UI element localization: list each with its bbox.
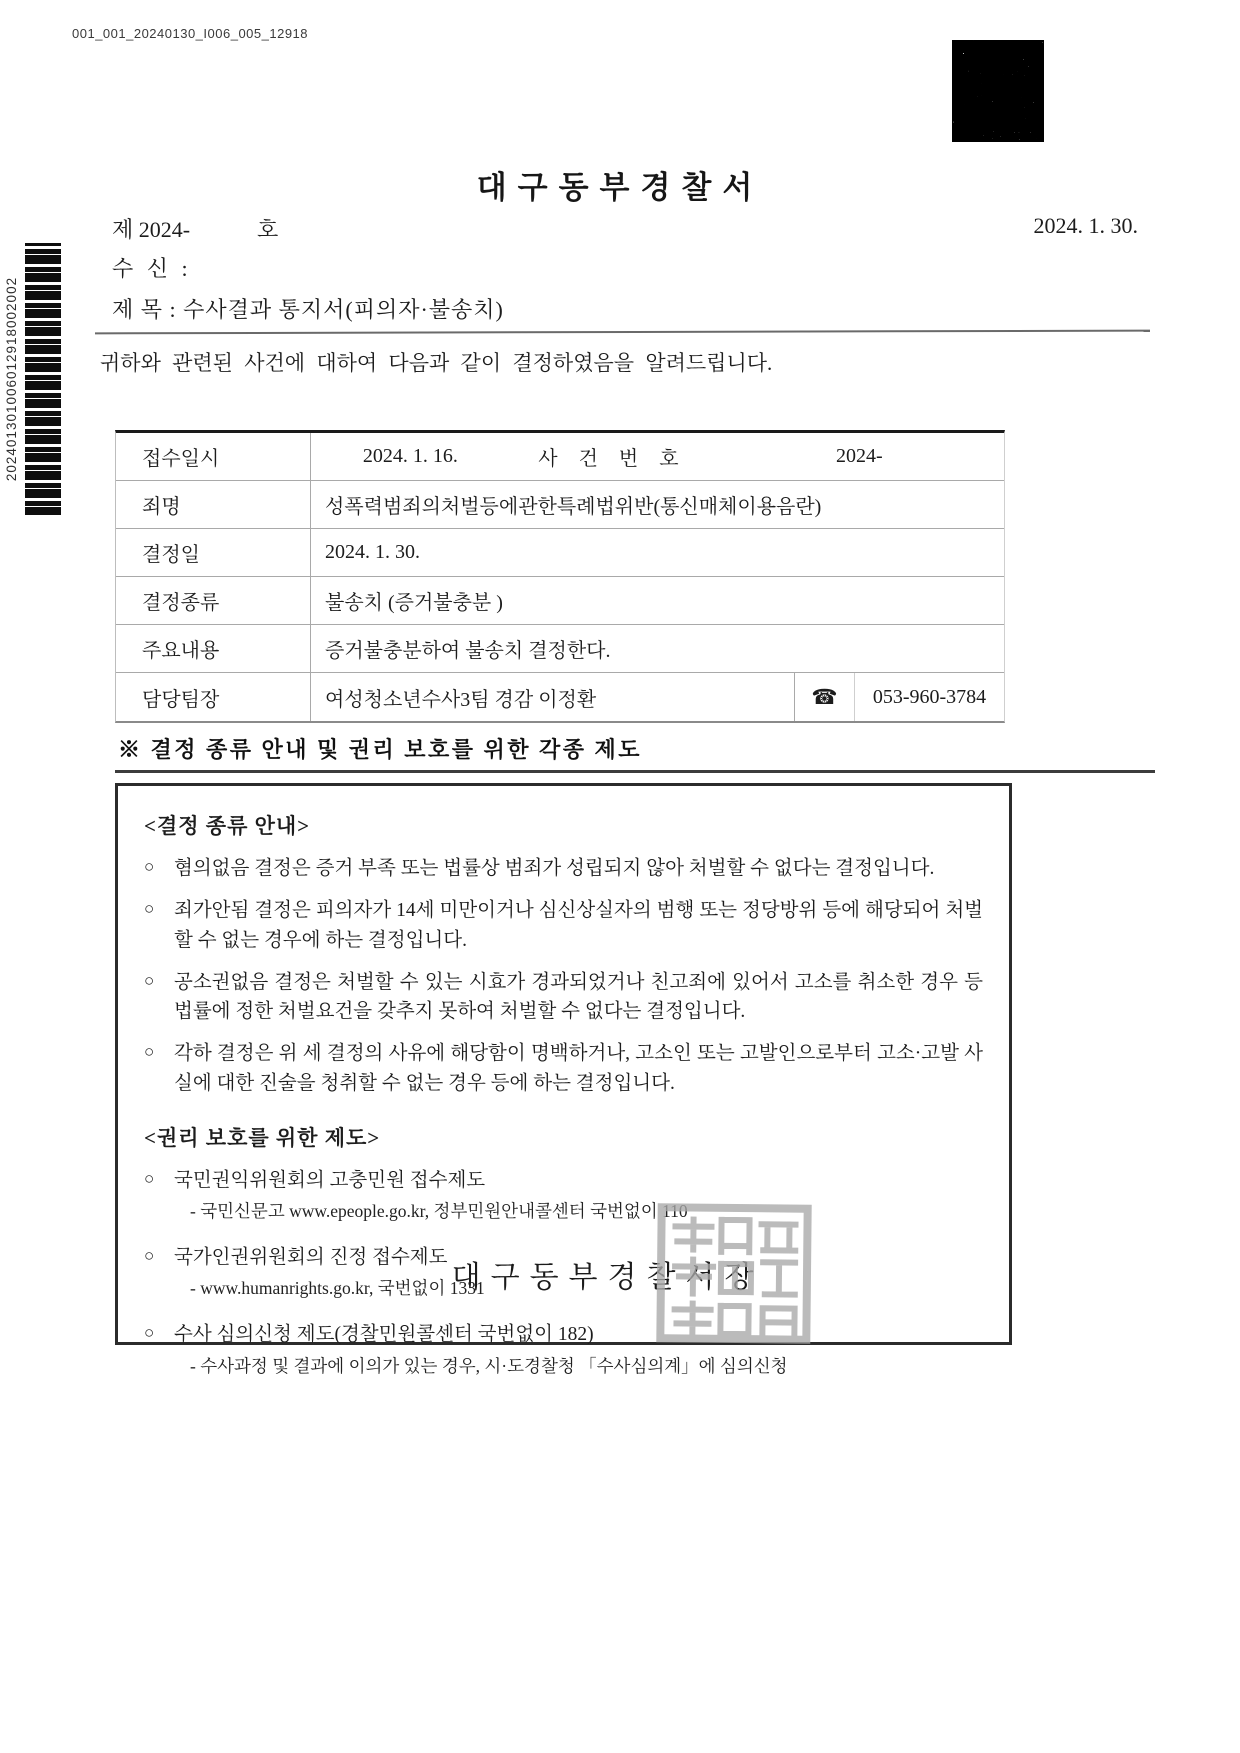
- signer-title: 대구동부경찰서장: [451, 1261, 764, 1294]
- case-number-value: 2024-: [836, 445, 883, 467]
- circle-bullet-icon: ○: [144, 857, 155, 876]
- case-info-table: [115, 430, 1005, 723]
- doc-number-suffix: 호: [257, 217, 279, 242]
- summary-value: 증거불충분하여 불송치 결정한다.: [325, 640, 611, 662]
- rights-guide-item: ○ 수사 심의신청 제도(경찰민원콜센터 국번없이 182) - 수사과정 및 결과에 이의가 있는 경우, 시·도경찰청 「수사심의계」에 심의신청: [144, 1320, 983, 1377]
- officer-label: 담당팀장: [116, 673, 311, 721]
- rights-guide-item: ○ 국민권익위원회의 고충민원 접수제도 - 국민신문고 www.epeople.go.kr, 정부민원안내콜센터 국번없이 110: [144, 1166, 983, 1223]
- subject-line: 제 목 : 수사결과 통지서(피의자·불송치): [112, 297, 504, 322]
- summary-label: 주요내용: [116, 625, 311, 672]
- case-number-label: 사 건 번 호: [538, 448, 687, 470]
- table-row-offense: [116, 481, 1004, 529]
- circle-bullet-icon: ○: [144, 899, 155, 919]
- receipt-date-value: 2024. 1. 16.: [362, 445, 458, 467]
- rights-guide-subitem: - 수사과정 및 결과에 이의가 있는 경우, 시·도경찰청 「수사심의계」에 심의신청: [190, 1355, 788, 1376]
- decision-date-label: 결정일: [116, 529, 311, 576]
- notice-section-heading: ※ 결정 종류 안내 및 권리 보호를 위한 각종 제도: [118, 737, 643, 762]
- table-row-summary: [116, 625, 1004, 673]
- table-row-officer: [116, 673, 1004, 721]
- officer-value: 여성청소년수사3팀 경감 이정환: [325, 688, 597, 711]
- phone-icon: ☎: [794, 673, 854, 721]
- decision-guide-item: ○ 죄가안됨 결정은 피의자가 14세 미만이거나 심신상실자의 범행 또는 정당방위 등에 해당되어 처벌할 수 없는 경우에 하는 결정입니다.: [144, 896, 983, 955]
- decision-type-value: 불송치 (증거불충분 ): [325, 592, 503, 614]
- circle-bullet-icon: ○: [144, 970, 155, 990]
- scan-noise-patch: [952, 40, 1044, 142]
- scan-file-id: 001_001_20240130_I006_005_12918: [72, 26, 309, 41]
- receipt-date-label: 접수일시: [116, 433, 311, 480]
- circle-bullet-icon: ○: [144, 1323, 155, 1343]
- circle-bullet-icon: ○: [144, 1042, 155, 1062]
- rights-guide-subitem: - www.humanrights.go.kr, 국번없이 1331: [190, 1278, 485, 1299]
- decision-guide-item: ○ 혐의없음 결정은 증거 부족 또는 법률상 범죄가 성립되지 않아 처벌할 수 없다는 결정입니다.: [144, 854, 983, 883]
- decision-type-label: 결정종류: [116, 577, 311, 624]
- subject-divider: [95, 330, 1150, 335]
- table-row-decision-date: [116, 529, 1004, 577]
- rights-guide-subitem: - 국민신문고 www.epeople.go.kr, 정부민원안내콜센터 국번없이 110: [190, 1201, 688, 1221]
- rights-guide-item: ○ 국가인권위원회의 진정 접수제도 - www.humanrights.go.kr, 국번없이 1331: [144, 1243, 983, 1300]
- decision-guide-title: <결정 종류 안내>: [144, 814, 311, 838]
- official-seal-stamp: [654, 1201, 813, 1346]
- decision-date-value: 2024. 1. 30.: [325, 541, 420, 563]
- circle-bullet-icon: ○: [144, 1246, 155, 1265]
- doc-number-prefix: 제 2024-: [112, 217, 191, 242]
- doc-date: 2024. 1. 30.: [1033, 213, 1138, 238]
- seal-graphic: [654, 1201, 813, 1346]
- decision-guide-item: ○ 공소권없음 결정은 처벌할 수 있는 시효가 경과되었거나 친고죄에 있어서 고소를 취소한 경우 등 법률에 정한 처벌요건을 갖추지 못하여 처벌할 수 없다는 결정입니다.: [144, 968, 983, 1027]
- offense-value: 성폭력범죄의처벌등에관한특례법위반(통신매체이용음란): [325, 496, 822, 518]
- barcode-number: 202401301006012918002002: [4, 276, 19, 482]
- circle-bullet-icon: ○: [144, 1168, 155, 1188]
- doc-meta-row: [112, 213, 1140, 243]
- table-row-decision-type: [116, 577, 1004, 625]
- intro-text: 귀하와 관련된 사건에 대하여 다음과 같이 결정하였음을 알려드립니다.: [100, 351, 773, 375]
- vertical-barcode: [25, 243, 61, 515]
- phone-number: 053-960-3784: [854, 673, 1004, 721]
- rights-guide-title: <권리 보호를 위한 제도>: [144, 1125, 381, 1150]
- notice-heading-divider: [115, 770, 1155, 773]
- recipient-line: 수 신 :: [112, 256, 192, 281]
- offense-label: 죄명: [116, 481, 311, 528]
- page-title: 대구동부경찰서: [476, 170, 764, 205]
- table-row-receipt: [116, 433, 1004, 481]
- decision-guide-item: ○ 각하 결정은 위 세 결정의 사유에 해당함이 명백하거나, 고소인 또는 고발인으로부터 고소·고발 사실에 대한 진술을 청취할 수 없는 경우 등에 하는 결정입니다.: [144, 1039, 983, 1098]
- noise-graphic: [952, 40, 1044, 142]
